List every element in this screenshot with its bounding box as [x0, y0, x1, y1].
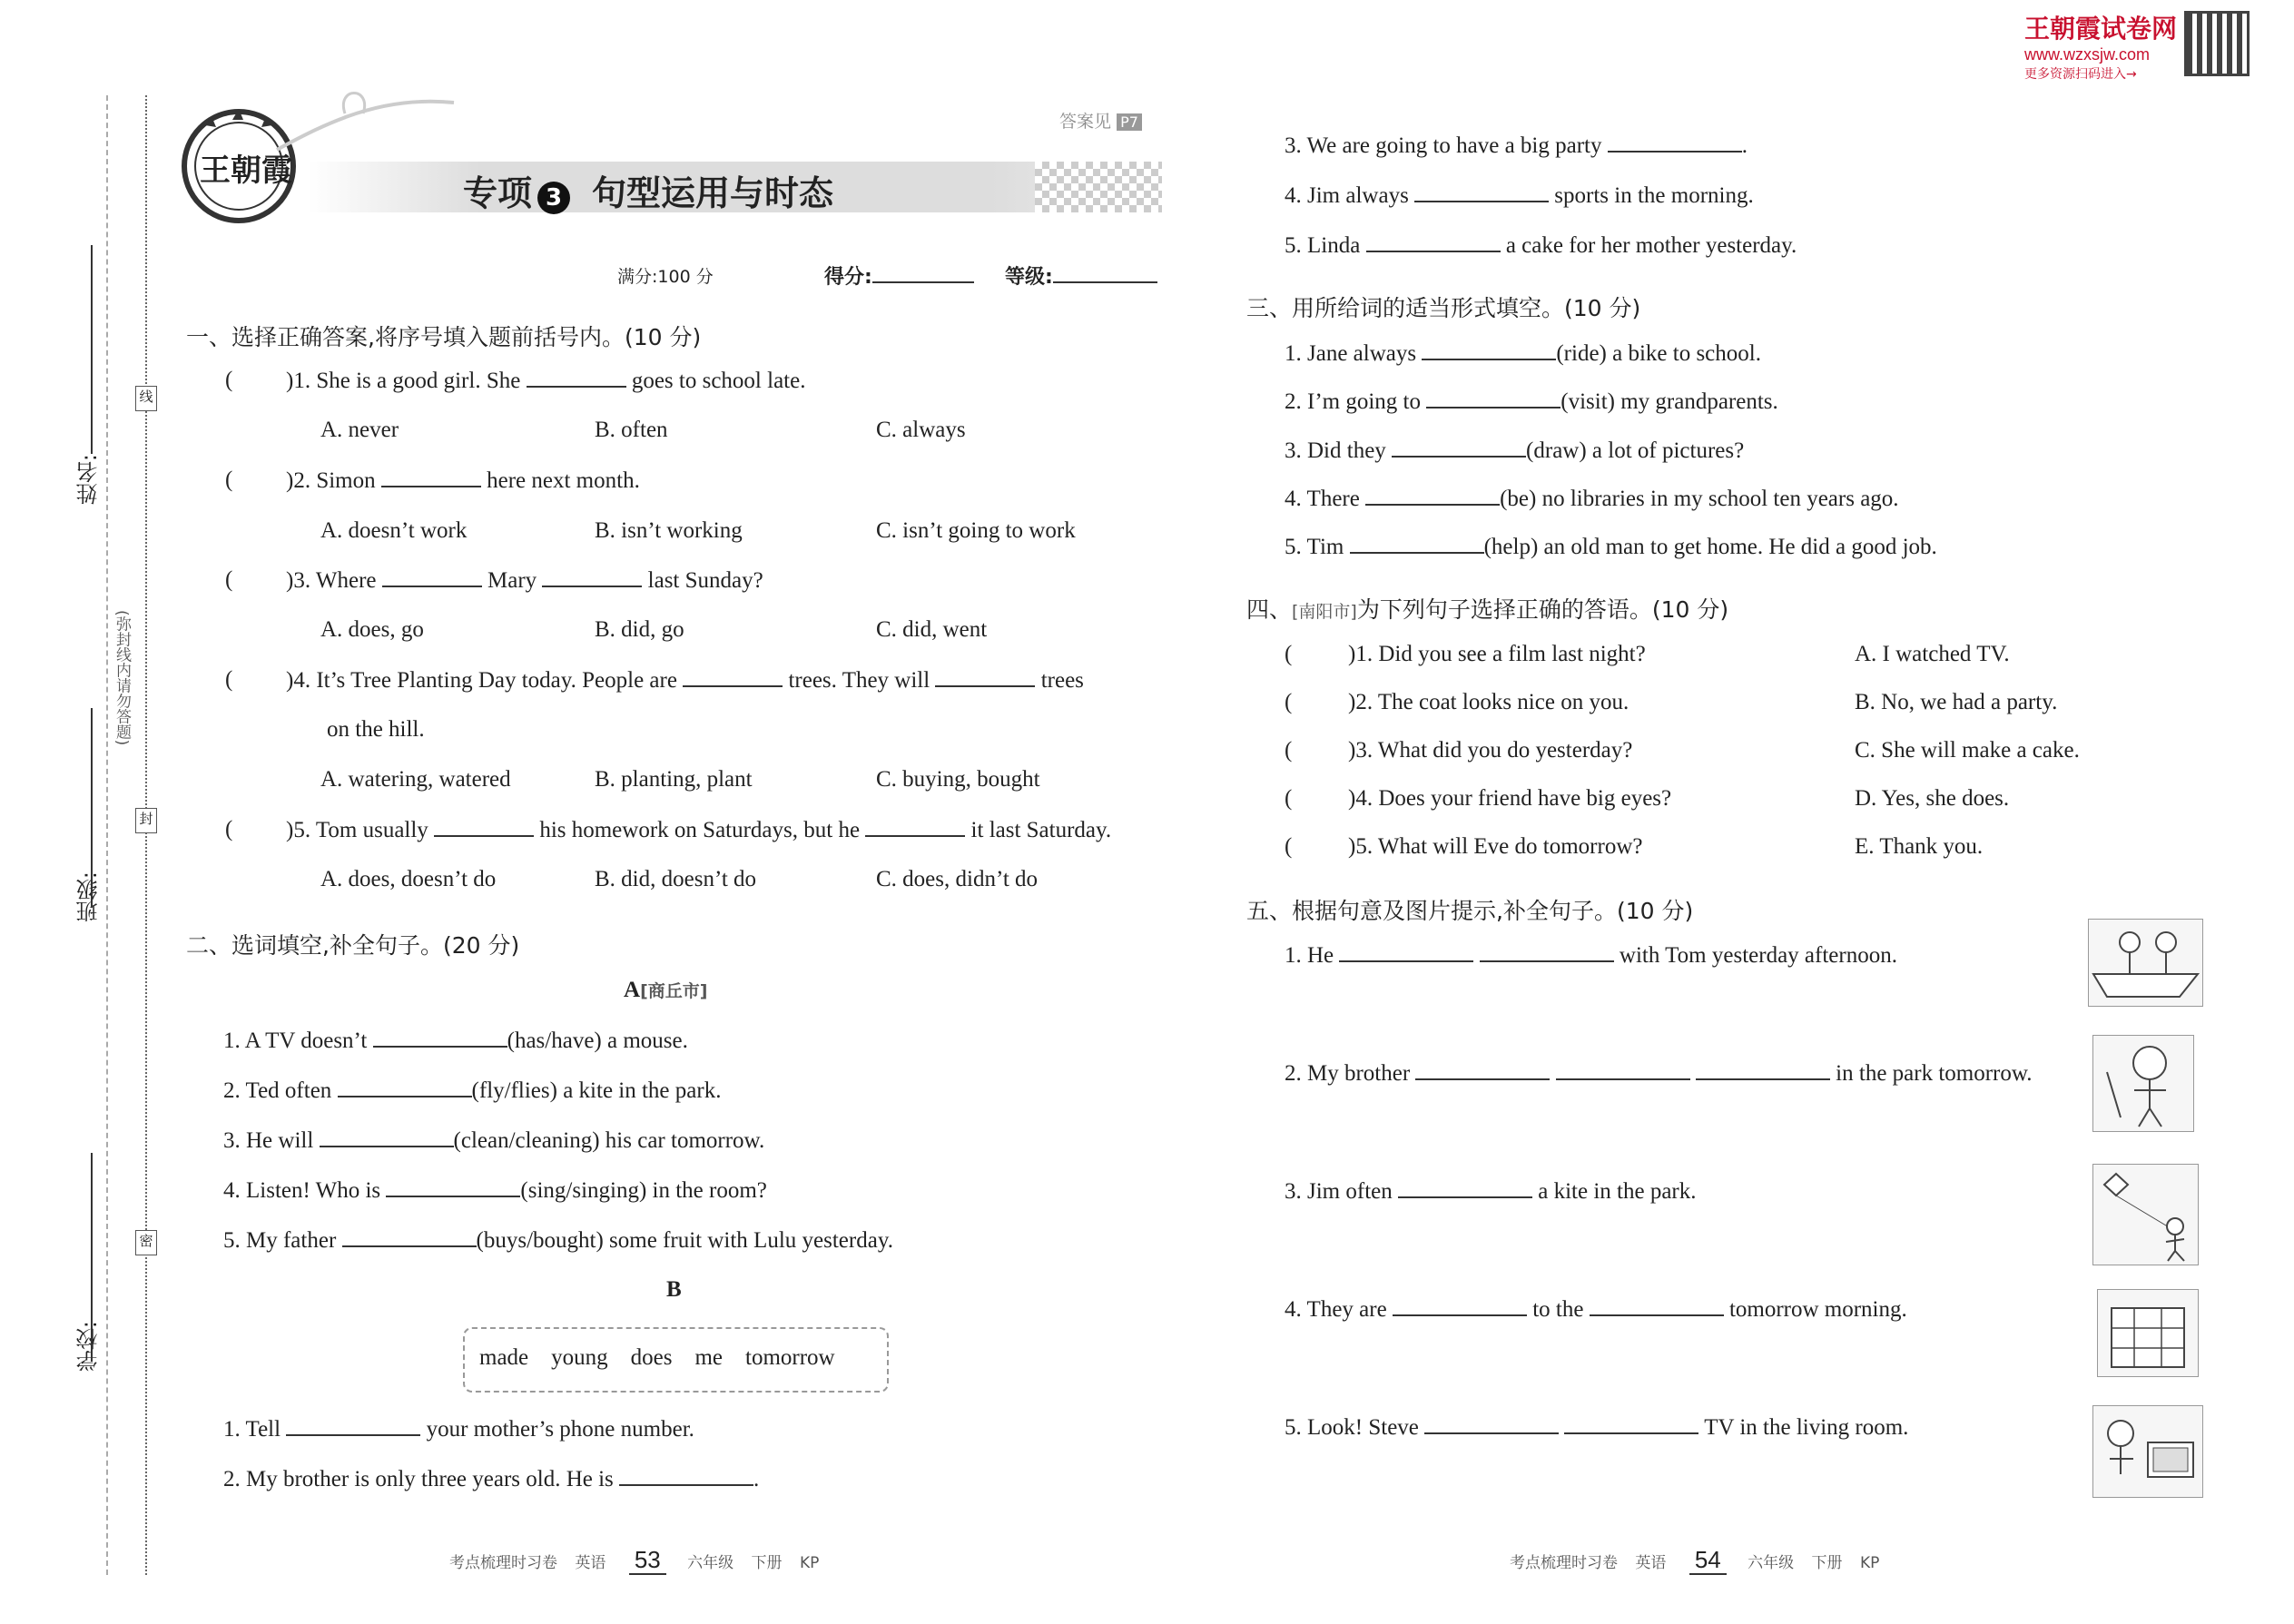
footer-left: 考点梳理时习卷 英语 53 六年级 下册 KP: [449, 1546, 820, 1573]
s3-item-5: 5. Tim (help) an old man to get home. He did a good job.: [1285, 535, 1937, 559]
s2a-item-4: 4. Listen! Who is (sing/singing) in the room?: [223, 1178, 767, 1203]
seal-note: (弥封线内请勿答题): [113, 610, 131, 746]
library-picture: [2097, 1289, 2199, 1377]
option-b[interactable]: B. often: [595, 418, 668, 442]
option-a[interactable]: A. watering, watered: [320, 767, 511, 792]
score-got-label: 得分:: [824, 261, 974, 290]
score-grade-field[interactable]: [1053, 263, 1157, 283]
score-grade-label: 等级:: [1005, 261, 1157, 290]
class-field[interactable]: [91, 708, 93, 908]
seal-line-2: [106, 95, 108, 1575]
s3-item-2: 2. I’m going to (visit) my grandparents.: [1285, 389, 1778, 414]
s2b-item-5: 5. Linda a cake for her mother yesterday.: [1285, 233, 1797, 258]
s2b-item-3: 3. We are going to have a big party .: [1285, 133, 1748, 158]
boy-picture: [2092, 1035, 2194, 1132]
logo-text: 王朝霞: [200, 153, 292, 189]
answer-paren-4[interactable]: (: [225, 667, 233, 692]
s2a-item-3: 3. He will (clean/cleaning) his car tomorrow.: [223, 1128, 765, 1153]
ribbon-decoration: [272, 86, 463, 159]
dotted-seal-line: [145, 95, 147, 1575]
s4-question-4: )4. Does your friend have big eyes?: [1348, 786, 1672, 811]
name-label: 姓名:: [76, 454, 102, 506]
s4-paren-2[interactable]: (: [1285, 690, 1293, 714]
option-b[interactable]: B. did, doesn’t do: [595, 867, 757, 891]
qr-code-icon[interactable]: [2184, 11, 2250, 76]
s4-answer-e: E. Thank you.: [1855, 834, 1984, 859]
s4-question-3: )3. What did you do yesterday?: [1348, 738, 1633, 763]
title-number-badge: 3: [537, 182, 570, 214]
s5-item-1: 1. He with Tom yesterday afternoon.: [1285, 943, 1897, 968]
site-tip: 更多资源扫码进入→: [2024, 67, 2137, 82]
s1-heading: 一、选择正确答案,将序号填入题前括号内。(10 分): [186, 324, 702, 350]
s4-answer-d: D. Yes, she does.: [1855, 786, 2010, 811]
seal-mark-seal: 封: [135, 808, 157, 833]
s2a-item-2: 2. Ted often (fly/flies) a kite in the park.: [223, 1078, 722, 1103]
s3-item-1: 1. Jane always (ride) a bike to school.: [1285, 341, 1761, 366]
s5-item-2: 2. My brother in the park tomorrow.: [1285, 1061, 2033, 1086]
s4-question-2: )2. The coat looks nice on you.: [1348, 690, 1629, 714]
s4-answer-a: A. I watched TV.: [1855, 642, 2010, 666]
option-c[interactable]: C. buying, bought: [876, 767, 1040, 792]
page-title: 专项 3 句型运用与时态: [463, 173, 834, 213]
tv-picture: [2092, 1405, 2203, 1498]
s5-item-5: 5. Look! Steve TV in the living room.: [1285, 1415, 1909, 1440]
word-bank: made young does me tomorrow: [479, 1345, 835, 1370]
s4-paren-5[interactable]: (: [1285, 834, 1293, 859]
s2a-item-1: 1. A TV doesn’t (has/have) a mouse.: [223, 1029, 688, 1053]
s2a-item-5: 5. My father (buys/bought) some fruit with Lulu yesterday.: [223, 1228, 893, 1253]
option-b[interactable]: B. planting, plant: [595, 767, 753, 792]
s3-heading: 三、用所给词的适当形式填空。(10 分): [1246, 295, 1641, 321]
s3-item-4: 4. There (be) no libraries in my school ten years ago.: [1285, 487, 1899, 511]
answer-page-badge: P7: [1117, 113, 1142, 131]
s5-item-3: 3. Jim often a kite in the park.: [1285, 1179, 1697, 1204]
s4-answer-c: C. She will make a cake.: [1855, 738, 2080, 763]
site-name: 王朝霞试卷网: [2024, 14, 2178, 44]
s5-heading: 五、根据句意及图片提示,补全句子。(10 分): [1246, 898, 1694, 924]
answer-paren-5[interactable]: (: [225, 817, 233, 842]
s5-item-4: 4. They are to the tomorrow morning.: [1285, 1297, 1907, 1322]
seal-mark-secret: 密: [135, 1230, 157, 1255]
page-number: 54: [1689, 1546, 1727, 1575]
seal-mark-line: 线: [135, 386, 157, 411]
option-a[interactable]: A. does, doesn’t do: [320, 867, 497, 891]
s4-question-1: )1. Did you see a film last night?: [1348, 642, 1646, 666]
answer-ref: 答案见 P7: [1059, 108, 1142, 133]
option-a[interactable]: A. doesn’t work: [320, 518, 468, 543]
binding-margin: [0, 0, 154, 1624]
page-number: 53: [629, 1546, 666, 1575]
option-c[interactable]: C. always: [876, 418, 966, 442]
site-url[interactable]: www.wzxsjw.com: [2024, 45, 2151, 64]
score-got-field[interactable]: [872, 263, 974, 283]
s2-heading: 二、选词填空,补全句子。(20 分): [186, 932, 520, 959]
school-label: 学校:: [76, 1321, 102, 1373]
option-b[interactable]: B. did, go: [595, 617, 684, 642]
option-a[interactable]: A. never: [320, 418, 399, 442]
school-field[interactable]: [91, 1153, 93, 1362]
option-b[interactable]: B. isn’t working: [595, 518, 743, 543]
option-c[interactable]: C. did, went: [876, 617, 988, 642]
full-score: 满分:100 分: [617, 267, 714, 287]
footer-right: 考点梳理时习卷 英语 54 六年级 下册 KP: [1510, 1546, 1880, 1573]
s4-heading: 四、[南阳市]为下列句子选择正确的答语。(10 分): [1246, 596, 1729, 623]
answer-paren-1[interactable]: (: [225, 368, 233, 392]
option-c[interactable]: C. does, didn’t do: [876, 867, 1039, 891]
checker-decoration: [1035, 162, 1162, 212]
s2-part-a-label: A[商丘市]: [624, 978, 708, 1002]
s4-paren-4[interactable]: (: [1285, 786, 1293, 811]
kite-picture: [2092, 1164, 2199, 1265]
s2b-item-1: 1. Tell your mother’s phone number.: [223, 1417, 694, 1442]
s2b-item-2: 2. My brother is only three years old. He is .: [223, 1467, 760, 1491]
s4-answer-b: B. No, we had a party.: [1855, 690, 2058, 714]
s4-paren-3[interactable]: (: [1285, 738, 1293, 763]
s4-paren-1[interactable]: (: [1285, 642, 1293, 666]
s4-question-5: )5. What will Eve do tomorrow?: [1348, 834, 1643, 859]
s2-part-b-label: B: [666, 1277, 682, 1302]
option-c[interactable]: C. isn’t going to work: [876, 518, 1076, 543]
option-a[interactable]: A. does, go: [320, 617, 424, 642]
boat-picture: [2088, 919, 2203, 1007]
s2b-item-4: 4. Jim always sports in the morning.: [1285, 183, 1754, 208]
name-field[interactable]: [91, 245, 93, 454]
answer-paren-3[interactable]: (: [225, 567, 233, 592]
s3-item-3: 3. Did they (draw) a lot of pictures?: [1285, 438, 1745, 463]
answer-paren-2[interactable]: (: [225, 468, 233, 492]
class-label: 班级:: [76, 871, 102, 923]
